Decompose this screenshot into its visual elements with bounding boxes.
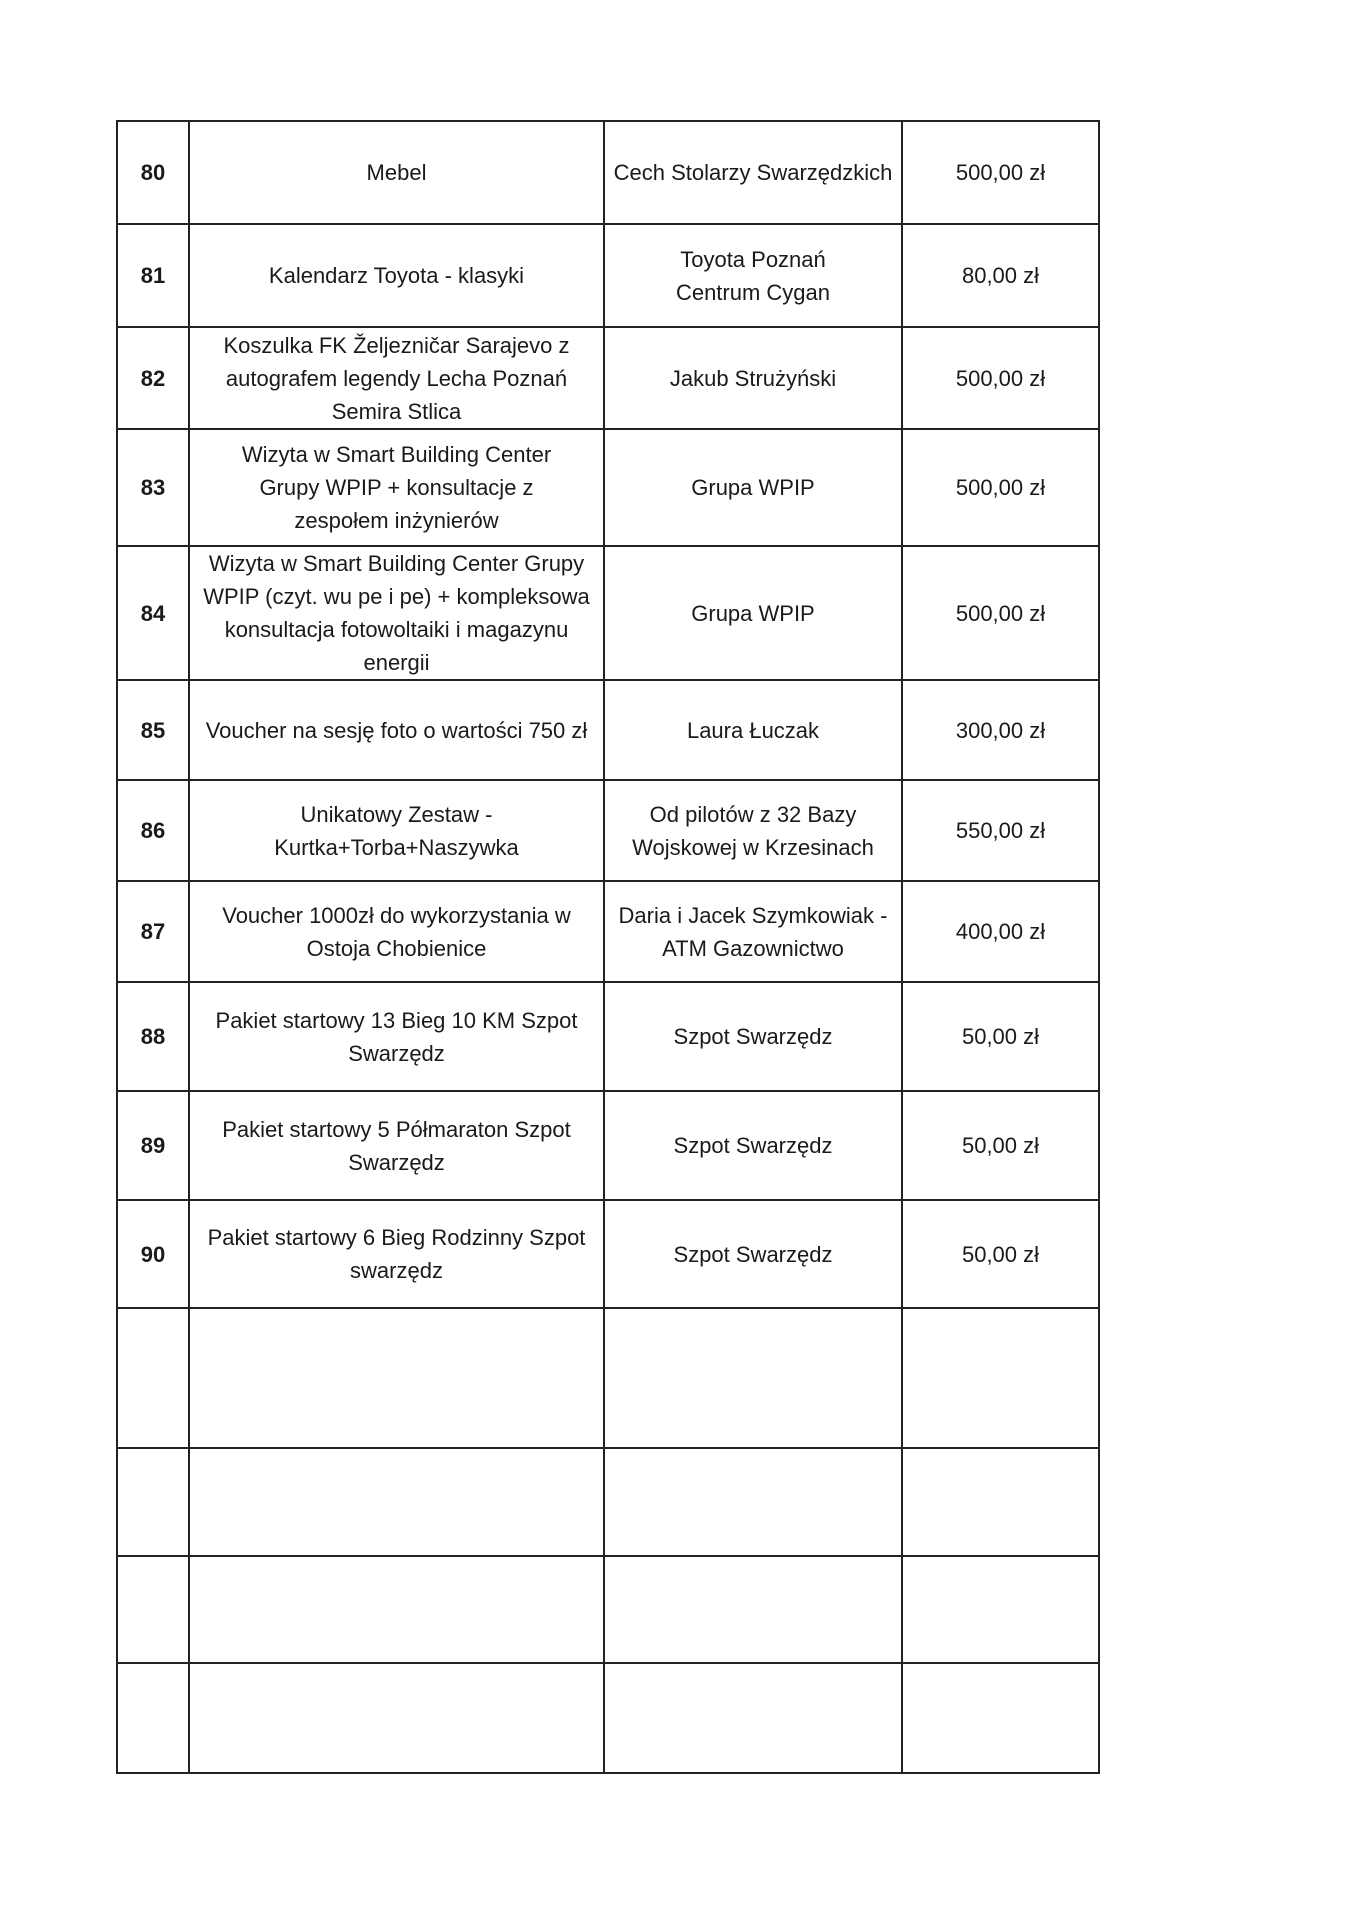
row-number: 90 (117, 1200, 189, 1308)
empty-row (117, 1448, 1099, 1556)
row-number: 88 (117, 982, 189, 1091)
empty-row (117, 1663, 1099, 1773)
row-number: 87 (117, 881, 189, 982)
prize-value: 50,00 zł (902, 1091, 1099, 1200)
prize-value: 500,00 zł (902, 121, 1099, 224)
donor-name: Daria i Jacek Szymkowiak - ATM Gazownictwo (604, 881, 902, 982)
donor-name: Szpot Swarzędz (604, 982, 902, 1091)
prize-table (116, 120, 1100, 1774)
row-number: 80 (117, 121, 189, 224)
table-row (117, 224, 1099, 327)
prize-value: 80,00 zł (902, 224, 1099, 327)
prize-value: 500,00 zł (902, 546, 1099, 680)
row-number: 89 (117, 1091, 189, 1200)
prize-name: Pakiet startowy 6 Bieg Rodzinny Szpot swarzędz (189, 1200, 604, 1308)
donor-name: Cech Stolarzy Swarzędzkich (604, 121, 902, 224)
empty-row (117, 1308, 1099, 1448)
prize-name: Mebel (189, 121, 604, 224)
donor-name: Jakub Strużyński (604, 327, 902, 429)
prize-value: 50,00 zł (902, 982, 1099, 1091)
prize-name: Pakiet startowy 13 Bieg 10 KM Szpot Swarzędz (189, 982, 604, 1091)
donor-name: Grupa WPIP (604, 429, 902, 546)
donor-name: Grupa WPIP (604, 546, 902, 680)
table-row (117, 121, 1099, 224)
prize-value: 400,00 zł (902, 881, 1099, 982)
prize-name: Wizyta w Smart Building Center Grupy WPIP (czyt. wu pe i pe) + kompleksowa konsultacja fotowoltaiki i magazynu energii (189, 546, 604, 680)
table-row (117, 546, 1099, 680)
table-row (117, 1200, 1099, 1308)
donor-name: Szpot Swarzędz (604, 1200, 902, 1308)
row-number: 82 (117, 327, 189, 429)
table-row (117, 1091, 1099, 1200)
prize-name: Kalendarz Toyota - klasyki (189, 224, 604, 327)
prize-name: Voucher na sesję foto o wartości 750 zł (189, 680, 604, 780)
row-number: 85 (117, 680, 189, 780)
donor-name: Laura Łuczak (604, 680, 902, 780)
prize-value: 550,00 zł (902, 780, 1099, 881)
table-row (117, 429, 1099, 546)
donor-name: Szpot Swarzędz (604, 1091, 902, 1200)
prize-name: Koszulka FK Željezničar Sarajevo z autografem legendy Lecha Poznań Semira Stlica (189, 327, 604, 429)
row-number: 84 (117, 546, 189, 680)
donor-name: Toyota Poznań Centrum Cygan (604, 224, 902, 327)
prize-value: 50,00 zł (902, 1200, 1099, 1308)
prize-name: Unikatowy Zestaw - Kurtka+Torba+Naszywka (189, 780, 604, 881)
row-number: 81 (117, 224, 189, 327)
prize-value: 500,00 zł (902, 429, 1099, 546)
row-number: 83 (117, 429, 189, 546)
donor-name: Od pilotów z 32 Bazy Wojskowej w Krzesinach (604, 780, 902, 881)
row-number: 86 (117, 780, 189, 881)
prize-value: 500,00 zł (902, 327, 1099, 429)
empty-row (117, 1556, 1099, 1663)
table-row (117, 982, 1099, 1091)
table-row (117, 881, 1099, 982)
table-row (117, 680, 1099, 780)
prize-name: Pakiet startowy 5 Półmaraton Szpot Swarzędz (189, 1091, 604, 1200)
prize-name: Voucher 1000zł do wykorzystania w Ostoja Chobienice (189, 881, 604, 982)
prize-name: Wizyta w Smart Building Center Grupy WPIP + konsultacje z zespołem inżynierów (189, 429, 604, 546)
table-row (117, 327, 1099, 429)
table-row (117, 780, 1099, 881)
prize-value: 300,00 zł (902, 680, 1099, 780)
